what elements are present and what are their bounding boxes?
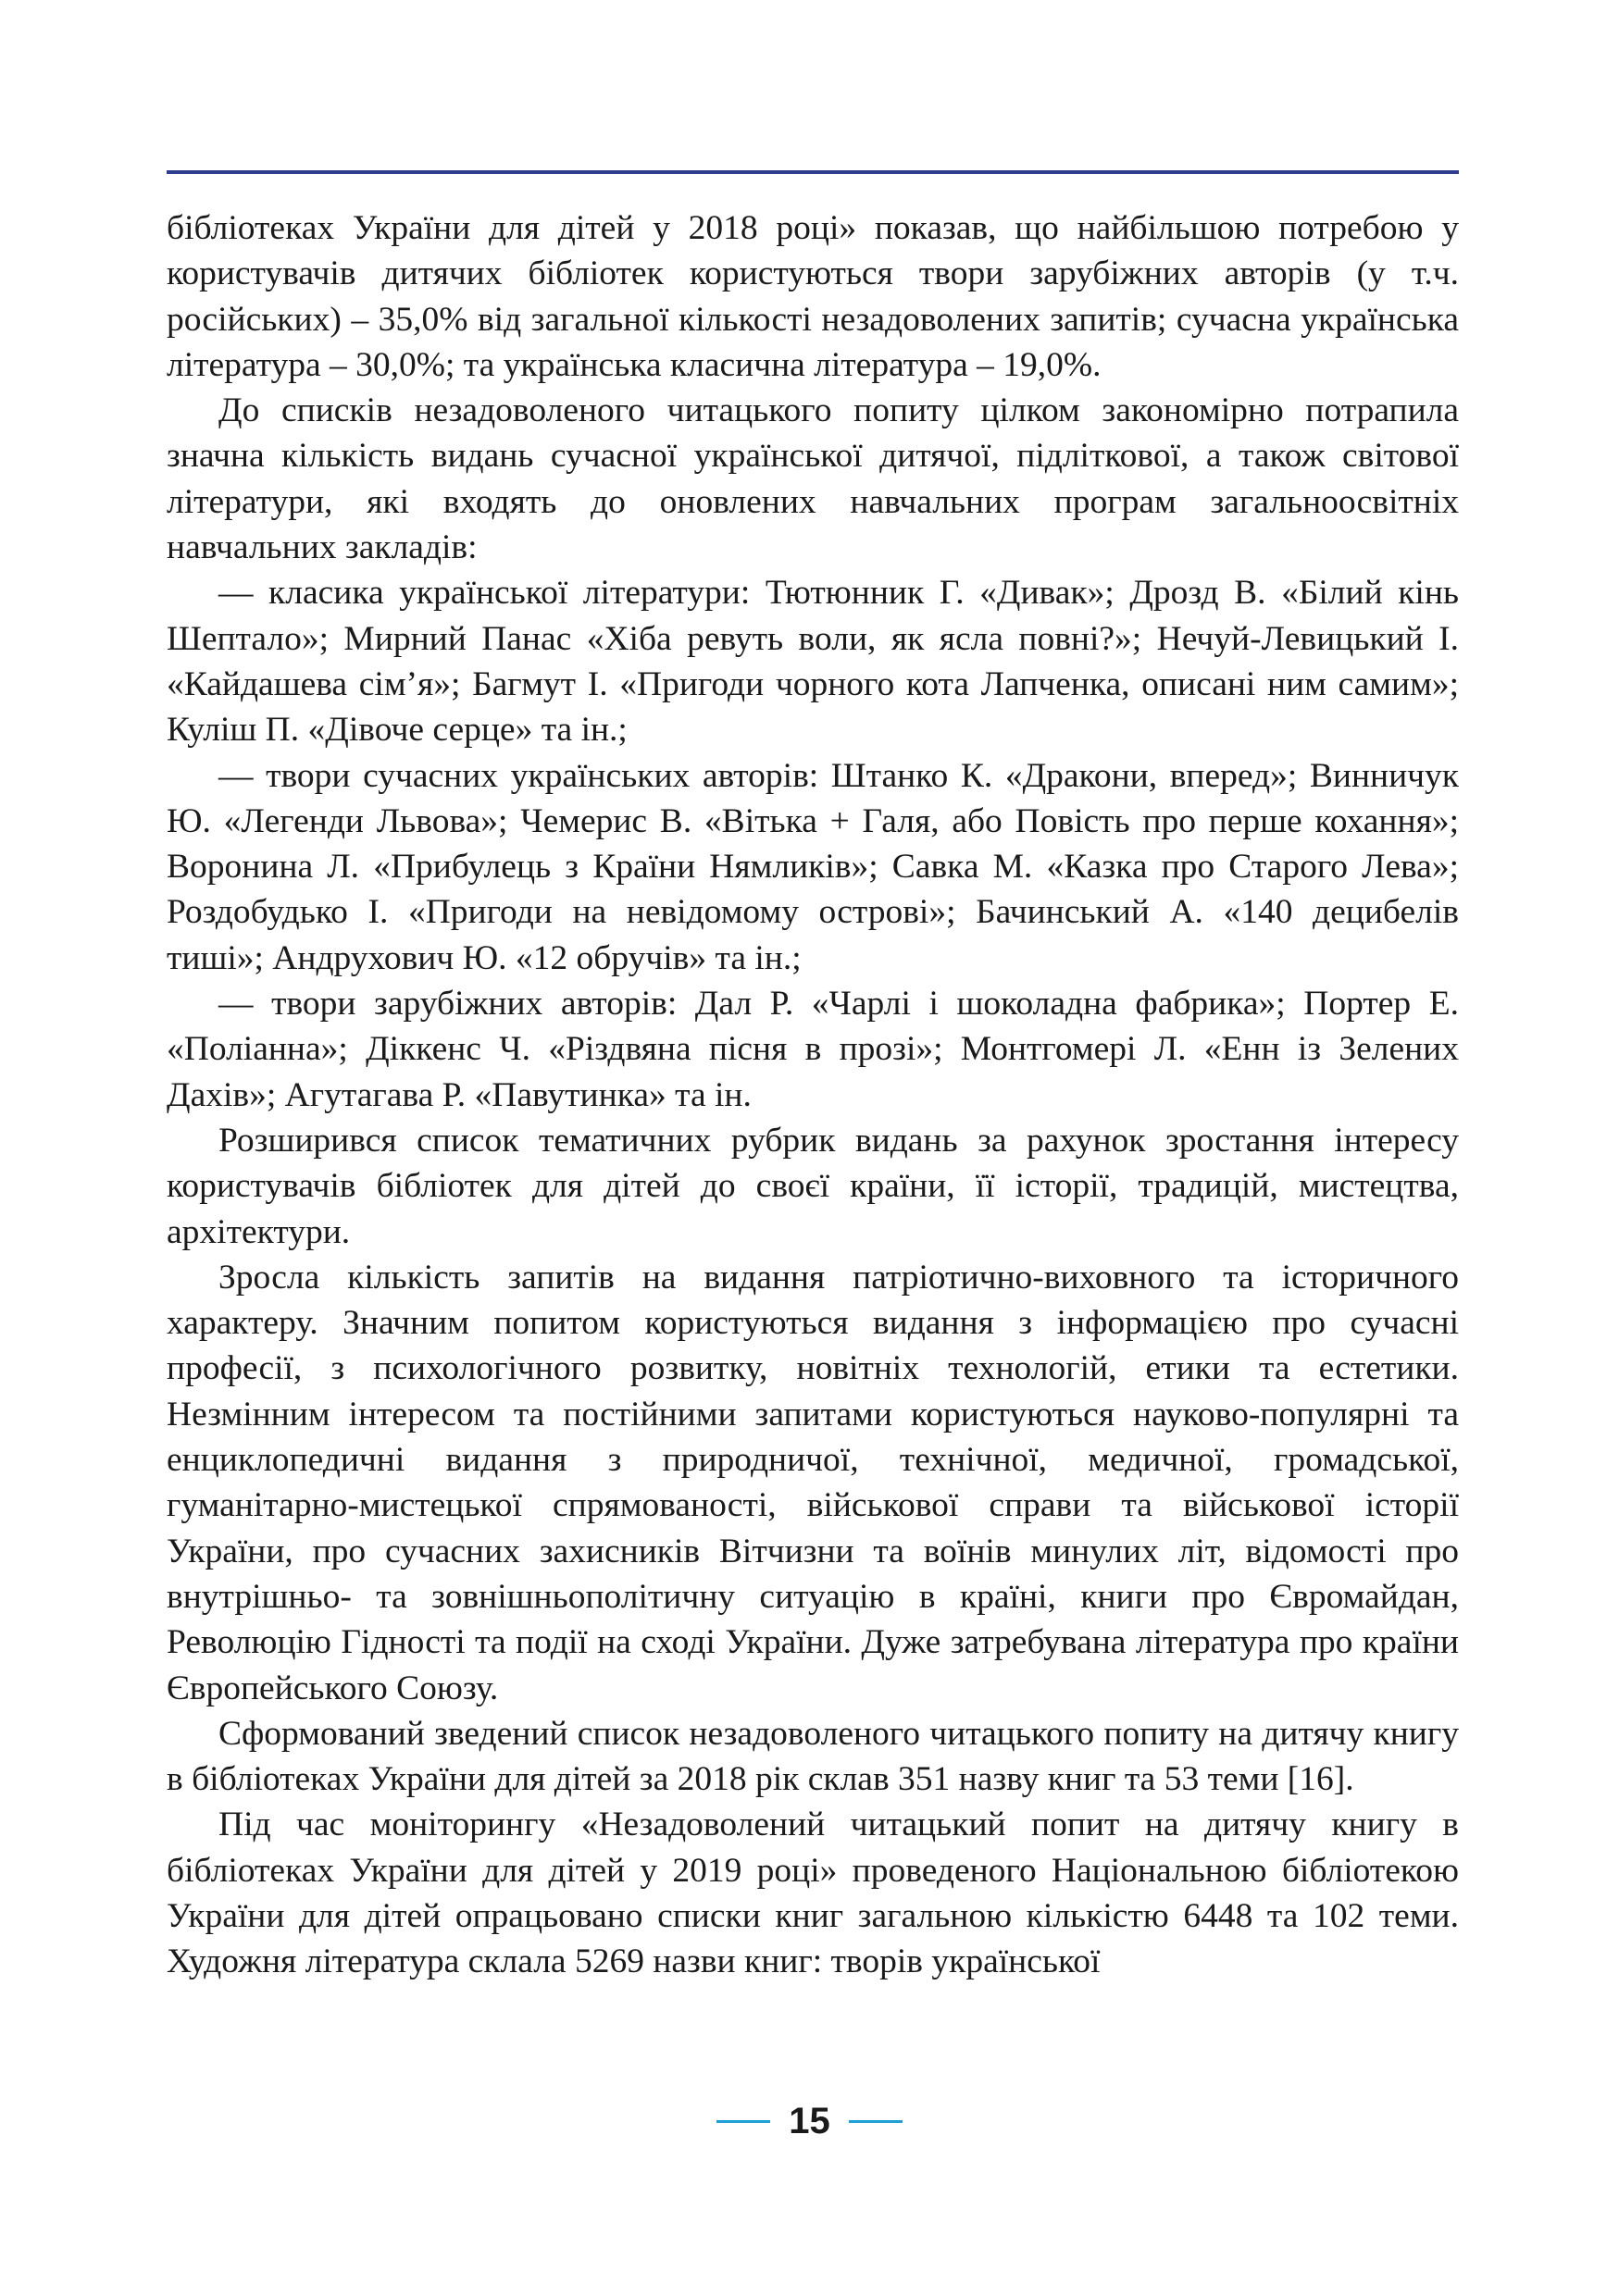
paragraph-summary-list-2018: Сформований зведений список незадоволеного читацького попиту на дитячу книгу в бібліотеках України для дітей за 2018 рік склав 351 назву книг та 53 теми [16]. xyxy=(167,1714,1459,1799)
header-rule xyxy=(167,170,1459,174)
paragraph-unsatisfied-demand-lists: До списків незадоволеного читацького попиту цілком закономірно потрапила значна кількість видань сучасної української дитячої, підліткової, а також світової літератури, які входять до оновлених навчальних програм загальноосвітніх навчальних закладів: xyxy=(167,391,1459,567)
paragraph-continuation: бібліотеках України для дітей у 2018 році» показав, що найбільшою потребою у користувачів дитячих бібліотек користуються твори зарубіжних авторів (у т.ч. російських) – 35,0% від загальної кількості незадоволених запитів; сучасна українська література – 30,0%; та українська класична література – 19,0%. xyxy=(167,209,1459,384)
page-body xyxy=(167,205,1459,1985)
footer-dash-left xyxy=(716,2120,770,2123)
paragraph-patriotic-requests: Зросла кількість запитів на видання патріотично-виховного та історичного характеру. Значним попитом користуються видання з інформацією про сучасні професії, з психологічного розвитку, новітніх технологій, етики та естетики. Незмінним інтересом та постійними запитами користуються науково-популярні та енциклопедичні видання з природничої, технічної, медичної, громадської, гуманітарно-мистецької спрямованості, військової справи та військової історії України, про сучасних захисників Вітчизни та воїнів минулих літ, відомості про внутрішньо- та зовнішньополітичну ситуацію в країні, книги про Євромайдан, Революцію Гідності та події на сході України. Дуже затребувана література про країни Європейського Союзу. xyxy=(167,1258,1459,1707)
paragraph-monitoring-2019: Під час моніторингу «Незадоволений читацький попит на дитячу книгу в бібліотеках України для дітей у 2019 році» проведеного Національною бібліотекою України для дітей опрацьовано списки книг загальною кількістю 6448 та 102 теми. Художня література склала 5269 назви книг: творів української xyxy=(167,1806,1459,1981)
page-footer xyxy=(0,2093,1619,2149)
paragraph-thematic-rubrics: Розширився список тематичних рубрик видань за рахунок зростання інтересу користувачів бібліотек для дітей до своєї країни, її історії, традицій, мистецтва, архітектури. xyxy=(167,1121,1459,1251)
page-number: 15 xyxy=(789,2100,830,2141)
footer-dash-right xyxy=(849,2120,903,2123)
list-item-foreign-authors: — твори зарубіжних авторів: Дал Р. «Чарлі і шоколадна фабрика»; Портер Е. «Поліанна»; Діккенс Ч. «Різдвяна пісня в прозі»; Монтгомері Л. «Енн із Зелених Дахів»; Агутагава Р. «Павутинка» та ін. xyxy=(167,985,1459,1114)
list-item-ukrainian-classics: — класика української літератури: Тютюнник Г. «Дивак»; Дрозд В. «Білий кінь Шептало»; Мирний Панас «Хіба ревуть воли, як ясла повні?»; Нечуй-Левицький І. «Кайдашева сім’я»; Багмут І. «Пригоди чорного кота Лапченка, описані ним самим»; Куліш П. «Дівоче серце» та ін.; xyxy=(167,574,1459,750)
list-item-modern-ukrainian-authors: — твори сучасних українських авторів: Штанко К. «Дракони, вперед»; Винничук Ю. «Легенди Львова»; Чемерис В. «Вітька + Галя, або Повість про перше кохання»; Воронина Л. «Прибулець з Країни Нямликів»; Савка М. «Казка про Старого Лева»; Роздобудько І. «Пригоди на невідомому острові»; Бачинський А. «140 децибелів тиші»; Андрухович Ю. «12 обручів» та ін.; xyxy=(167,756,1459,977)
